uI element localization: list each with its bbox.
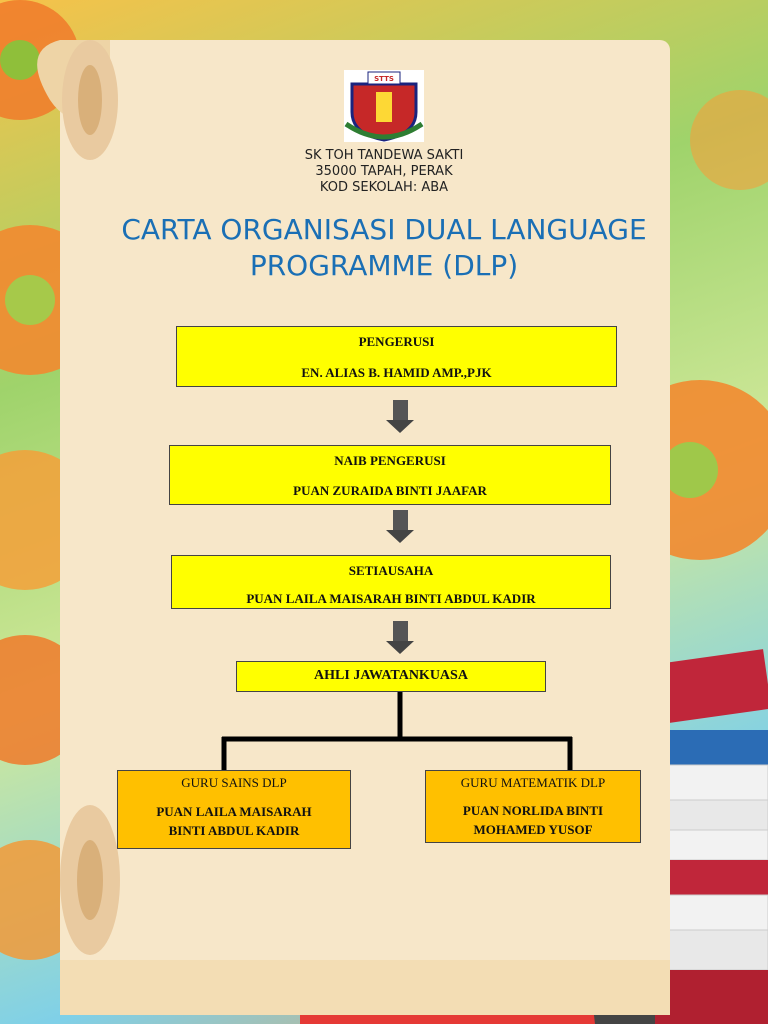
secretary-box: [171, 555, 611, 609]
chair-box: [176, 326, 617, 387]
school-info: [0, 148, 768, 196]
school-code: KOD SEKOLAH: ABA: [319, 180, 449, 195]
vice-chair-name: PUAN ZURAIDA BINTI JAAFAR: [293, 483, 487, 498]
title-line-1: CARTA ORGANISASI DUAL LANGUAGE: [121, 213, 647, 246]
school-logo: [344, 70, 424, 142]
committee-box: [236, 661, 546, 692]
chair-role: PENGERUSI: [358, 334, 435, 349]
math-teacher-name-1: PUAN NORLIDA BINTI: [462, 803, 604, 818]
vice-chair-role: NAIB PENGERUSI: [334, 453, 446, 468]
svg-text:STTS: STTS: [374, 75, 394, 83]
committee-role: AHLI JAWATANKUASA: [314, 668, 468, 683]
school-name: SK TOH TANDEWA SAKTI: [304, 148, 464, 163]
science-teacher-role: GURU SAINS DLP: [181, 775, 287, 790]
science-teacher-name-1: PUAN LAILA MAISARAH: [156, 804, 312, 819]
science-teacher-name-2: BINTI ABDUL KADIR: [168, 823, 300, 838]
vice-chair-box: [169, 445, 611, 505]
secretary-role: SETIAUSAHA: [348, 563, 434, 578]
title-line-2: PROGRAMME (DLP): [249, 249, 519, 282]
school-address: 35000 TAPAH, PERAK: [315, 164, 453, 179]
science-teacher-box: [117, 770, 351, 849]
chair-name: EN. ALIAS B. HAMID AMP.,PJK: [301, 365, 492, 380]
math-teacher-box: [425, 770, 641, 843]
math-teacher-name-2: MOHAMED YUSOF: [473, 822, 593, 837]
chart-title: [0, 212, 768, 284]
secretary-name: PUAN LAILA MAISARAH BINTI ABDUL KADIR: [246, 591, 536, 606]
math-teacher-role: GURU MATEMATIK DLP: [460, 775, 606, 790]
